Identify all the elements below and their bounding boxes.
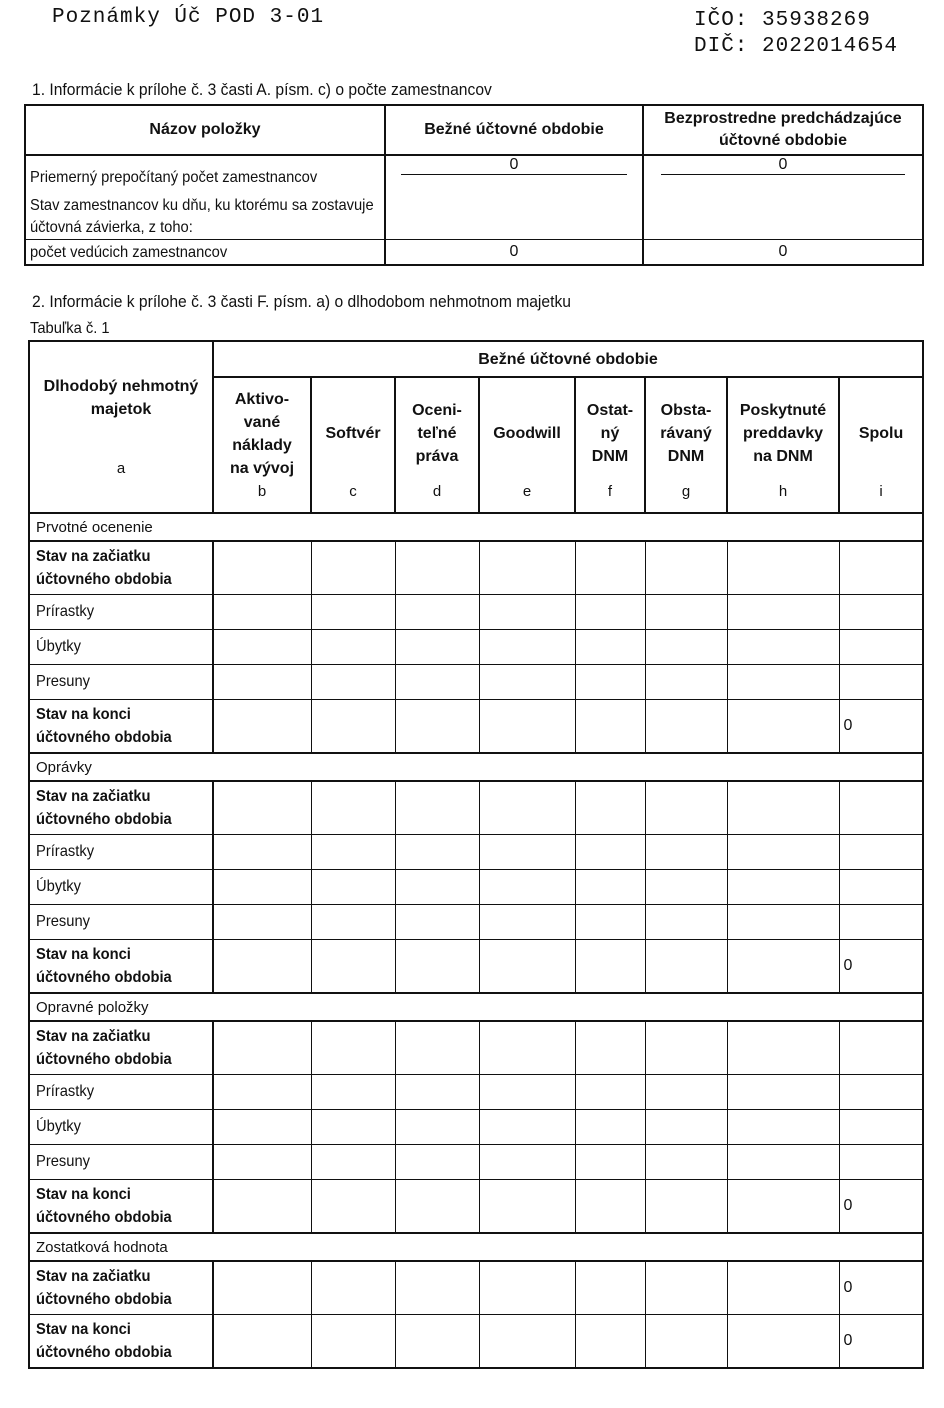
col-h: Poskytnuté preddavky na DNM h	[727, 377, 839, 513]
value-cell	[479, 1021, 575, 1075]
table-row	[29, 940, 923, 994]
table-row	[29, 1180, 923, 1234]
value-cell	[575, 781, 645, 835]
value-cell	[213, 630, 311, 665]
value-cell	[575, 700, 645, 754]
col-g: Obsta-rávaný DNM g	[645, 377, 727, 513]
value-cell	[479, 870, 575, 905]
ico-number: IČO: 35938269	[694, 9, 871, 32]
value-cell	[727, 870, 839, 905]
table-row	[29, 1261, 923, 1315]
value-cell	[311, 1075, 395, 1110]
value-cell	[575, 905, 645, 940]
row-label: Presuny	[29, 905, 213, 940]
value-cell	[575, 665, 645, 700]
value-cell	[575, 870, 645, 905]
table-number: Tabuľka č. 1	[30, 320, 110, 337]
value-cell	[575, 835, 645, 870]
value-cell	[727, 781, 839, 835]
group-header-row	[29, 513, 923, 541]
table-row	[29, 541, 923, 595]
table-row	[29, 595, 923, 630]
previous-value	[643, 189, 923, 239]
row-label: Presuny	[29, 1145, 213, 1180]
total-cell	[839, 1145, 923, 1180]
row-label: Priemerný prepočítaný počet zamestnancov	[25, 155, 385, 189]
value-cell	[575, 1075, 645, 1110]
total-cell: 0	[839, 940, 923, 994]
col-b: Aktivo-vané náklady na vývoj b	[213, 377, 311, 513]
value-cell	[479, 905, 575, 940]
value-cell	[311, 1110, 395, 1145]
total-cell	[839, 1021, 923, 1075]
value-cell	[213, 1261, 311, 1315]
total-cell	[839, 595, 923, 630]
value-cell	[395, 630, 479, 665]
table-row	[29, 1315, 923, 1369]
table-row	[29, 630, 923, 665]
value-cell	[395, 1315, 479, 1369]
value-cell	[645, 1145, 727, 1180]
value-cell	[395, 1110, 479, 1145]
value-cell	[575, 940, 645, 994]
row-label: počet vedúcich zamestnancov	[25, 239, 385, 265]
total-cell: 0	[839, 1261, 923, 1315]
value-cell	[213, 1021, 311, 1075]
value-cell	[727, 541, 839, 595]
value-cell	[479, 1145, 575, 1180]
value-cell	[213, 1315, 311, 1369]
value-cell	[727, 1110, 839, 1145]
table-row	[29, 665, 923, 700]
value-cell	[645, 940, 727, 994]
value-cell	[575, 1145, 645, 1180]
value-cell	[213, 835, 311, 870]
value-cell	[479, 665, 575, 700]
table-row	[29, 700, 923, 754]
col-previous-period: Bezprostredne predchádzajúce účtovné obdobie	[643, 105, 923, 155]
row-label: Prírastky	[29, 835, 213, 870]
value-cell	[395, 665, 479, 700]
col-f: Ostat-ný DNM f	[575, 377, 645, 513]
total-cell: 0	[839, 1315, 923, 1369]
value-cell	[311, 700, 395, 754]
col-current-period: Bežné účtovné obdobie	[385, 105, 643, 155]
total-cell	[839, 1075, 923, 1110]
current-value	[385, 189, 643, 239]
value-cell	[311, 1180, 395, 1234]
col-i: Spolu i	[839, 377, 923, 513]
previous-value: 0	[643, 155, 923, 189]
intangible-assets-table	[28, 340, 924, 1369]
value-cell	[311, 665, 395, 700]
group-label: Oprávky	[29, 753, 923, 781]
value-cell	[479, 541, 575, 595]
value-cell	[479, 1110, 575, 1145]
value-cell	[213, 1075, 311, 1110]
row-label: Stav zamestnancov ku dňu, ku ktorému sa zostavuje účtovná závierka, z toho:	[25, 189, 385, 239]
value-cell	[479, 940, 575, 994]
value-cell	[645, 1021, 727, 1075]
current-value: 0	[385, 155, 643, 189]
value-cell	[575, 1315, 645, 1369]
value-cell	[395, 1261, 479, 1315]
total-cell: 0	[839, 1180, 923, 1234]
value-cell	[645, 870, 727, 905]
total-cell	[839, 1110, 923, 1145]
value-cell	[645, 665, 727, 700]
value-cell	[575, 1110, 645, 1145]
value-cell	[311, 870, 395, 905]
value-cell	[727, 1180, 839, 1234]
value-cell	[645, 1180, 727, 1234]
value-cell	[727, 1075, 839, 1110]
value-cell	[311, 595, 395, 630]
col-e: Goodwill e	[479, 377, 575, 513]
row-label: Úbytky	[29, 630, 213, 665]
value-cell	[727, 1021, 839, 1075]
value-cell	[479, 1180, 575, 1234]
value-cell	[311, 1145, 395, 1180]
col-item-name: Názov položky	[25, 105, 385, 155]
value-cell	[727, 595, 839, 630]
total-cell	[839, 541, 923, 595]
total-cell	[839, 665, 923, 700]
value-cell	[395, 781, 479, 835]
group-header-row	[29, 993, 923, 1021]
value-cell	[479, 835, 575, 870]
value-cell	[645, 1315, 727, 1369]
row-label: Prírastky	[29, 1075, 213, 1110]
group-label: Opravné položky	[29, 993, 923, 1021]
value-cell	[645, 905, 727, 940]
table-row	[29, 835, 923, 870]
row-label: Stav na konci účtovného obdobia	[29, 1315, 213, 1369]
value-cell	[645, 700, 727, 754]
value-cell	[727, 1315, 839, 1369]
value-cell	[645, 781, 727, 835]
value-cell	[395, 870, 479, 905]
section1-title: 1. Informácie k prílohe č. 3 časti A. písm. c) o počte zamestnancov	[32, 80, 492, 99]
value-cell	[395, 940, 479, 994]
value-cell	[311, 1261, 395, 1315]
table-row	[25, 189, 923, 239]
table-row	[29, 1075, 923, 1110]
employees-table	[24, 104, 924, 266]
value-cell	[395, 1075, 479, 1110]
value-cell	[479, 1261, 575, 1315]
group-header-row	[29, 1233, 923, 1261]
value-cell	[311, 1021, 395, 1075]
value-cell	[311, 541, 395, 595]
value-cell	[645, 1261, 727, 1315]
value-cell	[645, 1110, 727, 1145]
table-row	[29, 870, 923, 905]
table-row	[25, 239, 923, 265]
row-label: Stav na konci účtovného obdobia	[29, 700, 213, 754]
value-cell	[727, 905, 839, 940]
col-c: Softvér c	[311, 377, 395, 513]
value-cell	[645, 595, 727, 630]
row-label: Prírastky	[29, 595, 213, 630]
value-cell	[213, 700, 311, 754]
value-cell	[311, 1315, 395, 1369]
total-cell	[839, 835, 923, 870]
table-row	[29, 781, 923, 835]
value-cell	[395, 700, 479, 754]
value-cell	[311, 940, 395, 994]
value-cell	[395, 835, 479, 870]
value-cell	[575, 1180, 645, 1234]
table-row	[25, 155, 923, 189]
value-cell	[395, 541, 479, 595]
value-cell	[479, 1075, 575, 1110]
value-cell	[395, 595, 479, 630]
total-cell: 0	[839, 700, 923, 754]
col-a: Dlhodobý nehmotný majetok a	[29, 341, 213, 513]
value-cell	[727, 835, 839, 870]
value-cell	[727, 630, 839, 665]
value-cell	[213, 1145, 311, 1180]
value-cell	[479, 700, 575, 754]
value-cell	[395, 1021, 479, 1075]
group-header-row	[29, 753, 923, 781]
value-cell	[213, 940, 311, 994]
value-cell	[311, 781, 395, 835]
value-cell	[479, 781, 575, 835]
value-cell	[213, 595, 311, 630]
value-cell	[727, 940, 839, 994]
value-cell	[479, 1315, 575, 1369]
value-cell	[213, 1110, 311, 1145]
value-cell	[727, 665, 839, 700]
row-label: Presuny	[29, 665, 213, 700]
value-cell	[311, 905, 395, 940]
section2-title: 2. Informácie k prílohe č. 3 časti F. písm. a) o dlhodobom nehmotnom majetku	[32, 292, 571, 311]
value-cell	[395, 905, 479, 940]
value-cell	[575, 595, 645, 630]
total-cell	[839, 781, 923, 835]
value-cell	[213, 781, 311, 835]
row-label: Úbytky	[29, 1110, 213, 1145]
value-cell	[575, 1261, 645, 1315]
row-label: Stav na konci účtovného obdobia	[29, 940, 213, 994]
group-label: Prvotné ocenenie	[29, 513, 923, 541]
total-cell	[839, 870, 923, 905]
value-cell	[575, 1021, 645, 1075]
col-d: Oceni-teľné práva d	[395, 377, 479, 513]
row-label: Stav na začiatku účtovného obdobia	[29, 781, 213, 835]
value-cell	[575, 630, 645, 665]
value-cell	[727, 1145, 839, 1180]
row-label: Stav na začiatku účtovného obdobia	[29, 541, 213, 595]
value-cell	[727, 1261, 839, 1315]
value-cell	[645, 835, 727, 870]
table-row	[29, 1110, 923, 1145]
table-row	[29, 905, 923, 940]
value-cell	[645, 630, 727, 665]
row-label: Úbytky	[29, 870, 213, 905]
value-cell	[213, 870, 311, 905]
previous-value: 0	[643, 239, 923, 265]
value-cell	[311, 835, 395, 870]
value-cell	[479, 630, 575, 665]
value-cell	[213, 541, 311, 595]
value-cell	[395, 1145, 479, 1180]
row-label: Stav na začiatku účtovného obdobia	[29, 1021, 213, 1075]
total-cell	[839, 905, 923, 940]
group-label: Zostatková hodnota	[29, 1233, 923, 1261]
value-cell	[213, 665, 311, 700]
value-cell	[727, 700, 839, 754]
period-header: Bežné účtovné obdobie	[213, 341, 923, 377]
value-cell	[395, 1180, 479, 1234]
value-cell	[479, 595, 575, 630]
row-label: Stav na konci účtovného obdobia	[29, 1180, 213, 1234]
row-label: Stav na začiatku účtovného obdobia	[29, 1261, 213, 1315]
document-title: Poznámky Úč POD 3-01	[52, 6, 325, 29]
total-cell	[839, 630, 923, 665]
value-cell	[213, 905, 311, 940]
value-cell	[213, 1180, 311, 1234]
table-row	[29, 1021, 923, 1075]
value-cell	[645, 541, 727, 595]
value-cell	[645, 1075, 727, 1110]
value-cell	[575, 541, 645, 595]
current-value: 0	[385, 239, 643, 265]
value-cell	[311, 630, 395, 665]
dic-number: DIČ: 2022014654	[694, 35, 899, 58]
table-row	[29, 1145, 923, 1180]
